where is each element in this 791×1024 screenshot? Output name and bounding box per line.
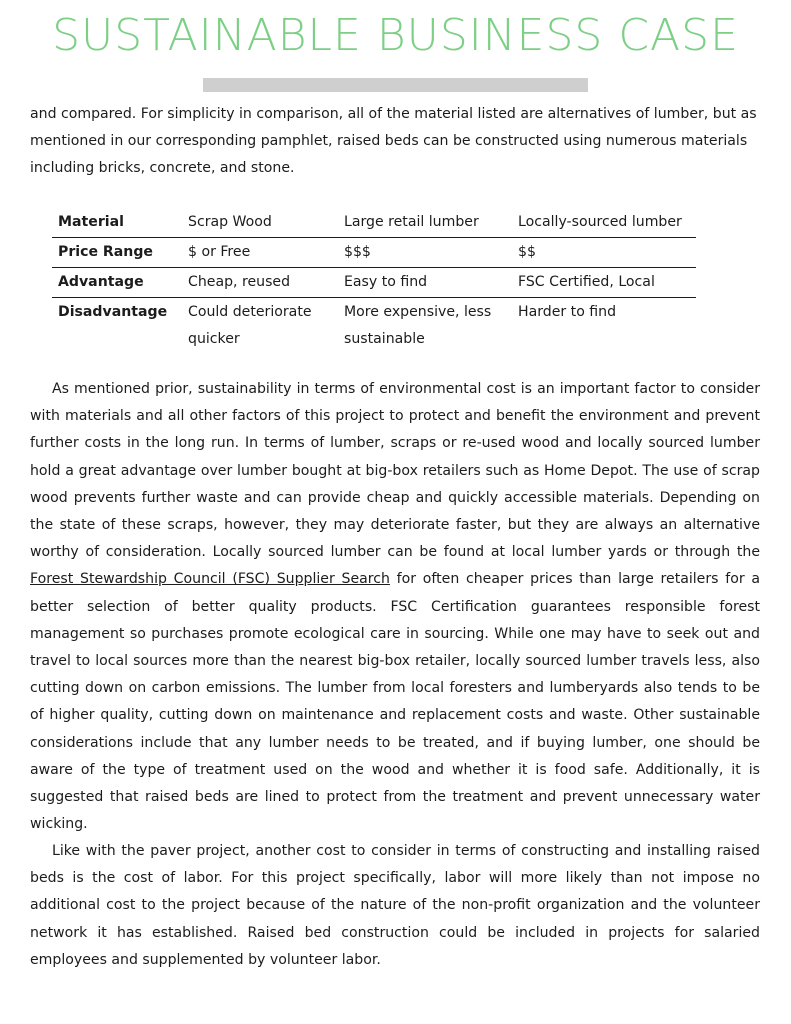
table-header-cell: Scrap Wood — [182, 208, 338, 238]
table-cell: $ or Free — [182, 238, 338, 268]
table-cell: Cheap, reused — [182, 268, 338, 298]
body-paragraph-labor: Like with the paver project, another cost to consider in terms of constructing and installing raised beds is the cost of labor. For this project specifically, labor will more likely than not impose no additional cost to the project because of the nature of the non-profit organization and the volunteer network it has established. Raised bed construction could be included in projects for salaried employees and supplemented by volunteer labor. — [30, 843, 760, 968]
table-cell: Easy to find — [338, 268, 512, 298]
intro-paragraph: and compared. For simplicity in comparison, all of the material listed are alternatives of lumber, but as mentioned in our corresponding pamphlet, raised beds can be constructed using numerous materials including bricks, concrete, and stone. — [30, 106, 757, 177]
table-cell: Could deteriorate quicker — [188, 304, 312, 347]
body-paragraph-lumber — [30, 376, 760, 838]
table-cell: $$ — [512, 238, 696, 268]
table-row — [52, 238, 696, 268]
table-cell: More expensive, less sustainable — [344, 304, 492, 347]
table-header-row — [52, 208, 696, 238]
page-title: SUSTAINABLE BUSINESS CASE — [52, 10, 739, 61]
paragraph-text: As mentioned prior, sustainability in terms of environmental cost is an important factor to consider with materials and all other factors of this project to protect and benefit the environment and prevent further costs in the long run. In terms of lumber, scraps or re-used wood and locally sourced lumber hold a great advantage over lumber bought at big-box retailers such as Home Depot. The use of scrap wood prevents further waste and can provide cheap and quickly accessible materials. Depending on the state of these scraps, however, they may deteriorate faster, but they are always an alternative worthy of consideration. Locally sourced lumber can be found at local lumber yards or through the — [30, 381, 760, 561]
table-cell: $$$ — [338, 238, 512, 268]
paragraph-text: for often cheaper prices than large retailers for a better selection of better quality products. FSC Certification guarantees responsible forest management so purchases promote ecological care in sourcing. While one may have to seek out and travel to local sources more than the nearest big-box retailer, locally sourced lumber travels less, also cutting down on carbon emissions. The lumber from local foresters and lumberyards also tends to be of higher quality, cutting down on maintenance and replacement costs and waste. Other sustainable considerations include that any lumber needs to be treated, and if buying lumber, one should be aware of the type of treatment used on the wood and whether it is food safe. Additionally, it is suggested that raised beds are lined to protect from the treatment and prevent unnecessary water wicking. — [30, 571, 760, 833]
table-cell: FSC Certified, Local — [512, 268, 696, 298]
table-row-label: Advantage — [52, 268, 182, 298]
table-row — [52, 298, 696, 355]
table-row-label: Disadvantage — [58, 304, 168, 320]
table-row-label: Price Range — [52, 238, 182, 268]
table-header-cell: Large retail lumber — [338, 208, 512, 238]
table-header-cell: Material — [52, 208, 182, 238]
table-header-cell: Locally-sourced lumber — [512, 208, 696, 238]
fsc-supplier-search-link[interactable]: Forest Stewardship Council (FSC) Supplier Search — [30, 571, 390, 588]
table-row — [52, 268, 696, 298]
title-divider-bar — [203, 78, 588, 92]
material-comparison-table — [52, 208, 696, 354]
table-cell: Harder to find — [518, 304, 617, 320]
